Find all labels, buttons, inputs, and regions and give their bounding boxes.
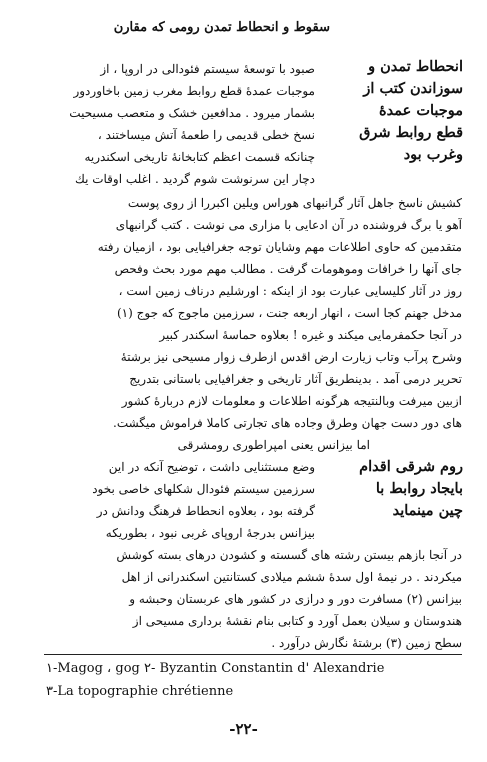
side-heading-1-line-4: قطع روابط شرق — [359, 124, 463, 141]
paragraph-line: در آنجا بازهم بیستن رشته های گسسته و کشودن درهای بسته کوشش — [116, 548, 462, 562]
section2-line: گرفته بود ، بعلاوه انحطاط فرهنگ ودانش در — [96, 504, 315, 518]
paragraph-line: میکردند . در نیمهٔ اول سدهٔ ششم میلادی کستانتین اسکندرانی از اهل — [121, 570, 462, 584]
paragraph-line: هندوستان و سیلان بعمل آورد و کتابی بنام نقشهٔ برداری مسیحی از — [132, 614, 462, 628]
section1-line: نسخ خطی قدیمی را طعمهٔ آتش میساختند ، — [97, 128, 315, 142]
paragraph-line: آهو یا برگ فروشنده در آن ادعایی با مزاری می نوشت . کتب گرانبهای — [115, 218, 462, 232]
side-heading-2-line-1: روم شرقی اقدام — [359, 458, 463, 475]
footnote-divider — [44, 654, 462, 655]
footnote-line-2: ٣-La topographie chrétienne — [46, 684, 234, 699]
section2-line: بیزانس بدرجهٔ اروپای غربی نبود ، بطوریکه — [105, 526, 315, 540]
side-heading-2-line-2: بایجاد روابط با — [375, 480, 463, 497]
paragraph-line: های دور دست جهان وطرق وجاده های تجارتی کاملا فراموش میگشت. — [113, 416, 462, 430]
top-heading: سقوط و انحطاط تمدن رومی که مقارن — [113, 20, 330, 35]
paragraph-line: مدخل جهنم کجا است ، انهار اربعه جنت ، سرزمین ماجوج که جوج (۱) — [116, 306, 462, 320]
paragraph-line: تحریر درمی آمد . بدینطریق آثار تاریخی و جغرافیایی باستانی بتدریج — [129, 372, 462, 386]
section1-line: بشمار میرود . مدافعین خشک و متعصب مسیحیت — [69, 106, 315, 120]
section1-line: موجبات عمدهٔ قطع روابط مغرب زمین باخاوردور — [73, 84, 315, 98]
section2-line: وضع مستثنایی داشت ، توضیح آنکه در این — [108, 460, 315, 474]
paragraph-line: روز در آثار کلیسایی عبارت بود از اینکه : اورشلیم درناف زمین است ، — [118, 284, 462, 298]
paragraph-line: جای آنها را خرافات وموهومات گرفت . مطالب مهم مورد بحث وفحص — [114, 262, 462, 276]
paragraph-line: ازبین میرفت وبالنتیجه هرگونه اطلاعات و معلومات لازم دربارهٔ کشور — [121, 394, 462, 408]
paragraph-line: کشیش ناسخ جاهل آثار گرانبهای هوراس ویلین اکبررا از روی پوست — [127, 196, 462, 210]
paragraph-line: بیزانس (۲) مسافرت دور و درازی در کشور های عربستان وحبشه و — [129, 592, 462, 606]
section2-first-line: اما بیزانس یعنی امپراطوری رومشرقی — [177, 438, 370, 452]
paragraph-line: وشرح پرآب وتاب زیارت ارض اقدس ازطرف زوار مسیحی نیز برشتهٔ — [120, 350, 462, 364]
footnote-line-1: ١-Magog ، gog ٢- Byzantin Constantin d' Alexandrie — [46, 661, 385, 676]
paragraph-line: در آنجا حکمفرمایی میکند و غیره ! بعلاوه حماسهٔ اسکندر کبیر — [159, 328, 462, 342]
side-heading-1-line-1: انحطاط تمدن و — [368, 58, 463, 75]
section2-line: سرزمین سیستم فئودال شکلهای خاصی بخود — [92, 482, 315, 496]
paragraph-last-line: سطح زمین (۳) برشتهٔ نگارش درآورد . — [271, 636, 462, 650]
paragraph-line: متقدمین که حاوی اطلاعات مهم وشایان توجه جغرافیایی بود ، ازمیان رفته — [97, 240, 462, 254]
section1-line: صبود با توسعهٔ سیستم فئودالی در اروپا ، از — [100, 62, 315, 76]
side-heading-2-line-3: چین مینماید — [392, 502, 463, 519]
side-heading-1-line-3: موجبات عمدهٔ — [379, 102, 463, 119]
side-heading-1-line-2: سوزاندن کتب از — [363, 80, 463, 97]
side-heading-1-line-5: وغرب بود — [403, 146, 463, 163]
section1-line: دچار این سرنوشت شوم گردید . اغلب اوقات یك — [74, 172, 315, 186]
page-number: -٢٢- — [229, 720, 258, 738]
section1-line: چنانکه قسمت اعظم کتابخانهٔ تاریخی اسکندریه — [84, 150, 315, 164]
